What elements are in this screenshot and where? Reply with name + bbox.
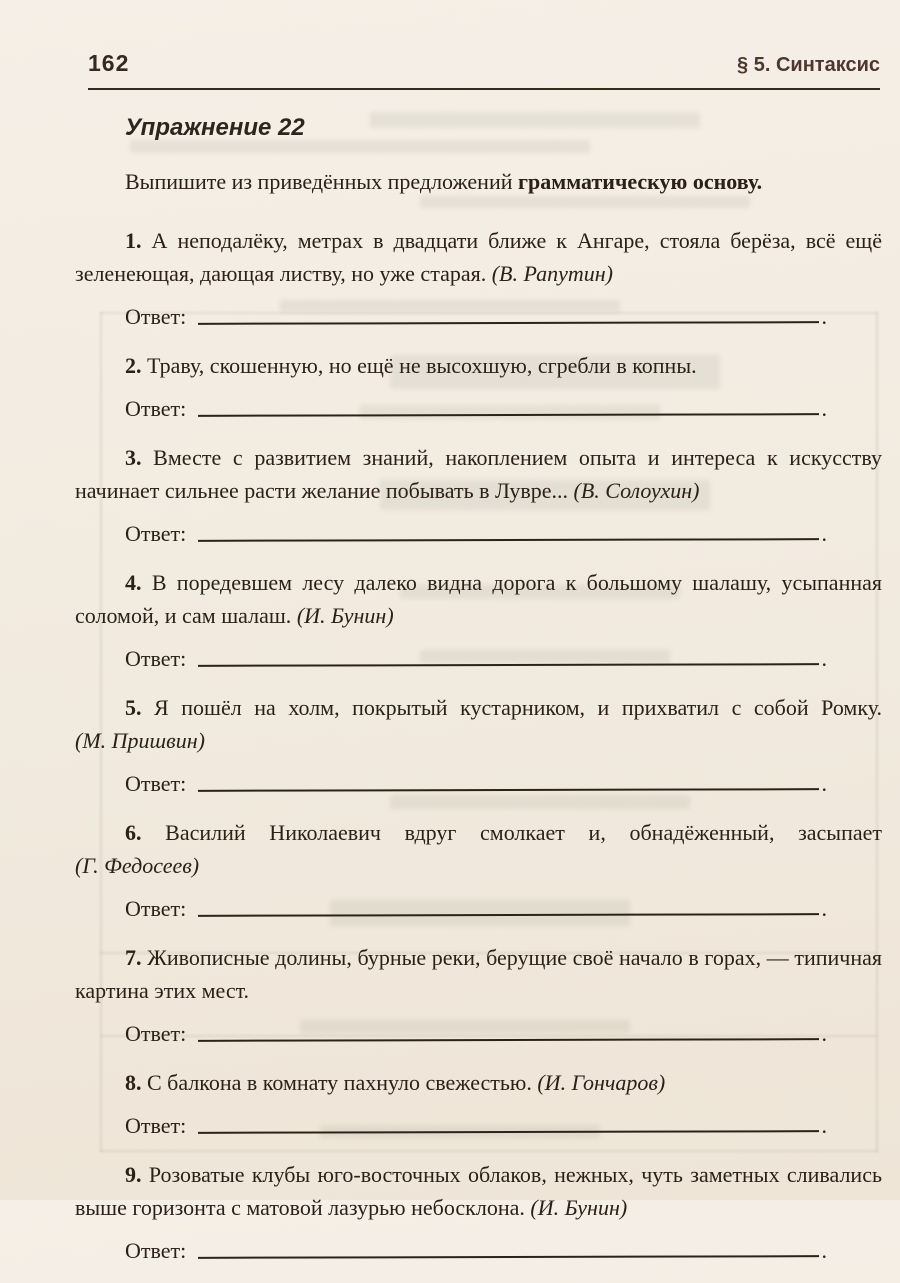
sentence	[75, 224, 882, 290]
answer-blank-line	[198, 1130, 819, 1134]
sentence	[75, 691, 882, 757]
answer-label: Ответ:	[125, 396, 187, 421]
exercise-instruction	[75, 166, 882, 198]
sentence-body: С балкона в комнату пахнуло свежестью.	[147, 1070, 532, 1095]
answer-period: .	[821, 1238, 827, 1263]
exercise-item-1	[75, 224, 882, 330]
answer-blank-line	[198, 413, 819, 417]
answer-label: Ответ:	[125, 1238, 187, 1263]
answer-label: Ответ:	[125, 646, 187, 671]
sentence	[75, 816, 882, 882]
sentence-author: (М. Пришвин)	[75, 728, 205, 753]
sentence-author: (В. Рапутин)	[491, 261, 613, 286]
section-header: § 5. Синтаксис	[737, 54, 880, 76]
sentence	[75, 1066, 882, 1099]
exercise-item-6	[75, 816, 882, 922]
sentence-number: 7.	[125, 945, 142, 970]
sentence	[75, 566, 882, 632]
answer-row	[125, 895, 827, 922]
book-page	[75, 0, 882, 1283]
answer-label: Ответ:	[125, 304, 187, 329]
sentence	[75, 1158, 882, 1224]
sentence-author: (И. Гончаров)	[537, 1070, 666, 1095]
answer-period: .	[821, 1021, 827, 1046]
sentence-body: А неподалёку, метрах в двадцати ближе к Ангаре, стояла берёза, всё ещё зеленеющая, дающая листву, но уже старая.	[75, 228, 882, 286]
exercise-item-9	[75, 1158, 882, 1264]
sentence-number: 8.	[125, 1070, 142, 1095]
exercise-item-8	[75, 1066, 882, 1139]
sentence-number: 5.	[125, 695, 142, 720]
answer-row	[125, 520, 827, 547]
sentence-author: (И. Бунин)	[530, 1195, 628, 1220]
answer-blank-line	[198, 663, 819, 667]
answer-blank-line	[198, 321, 819, 325]
instruction-regular: Выпишите из приведённых предложений	[125, 169, 518, 194]
answer-blank-line	[198, 1255, 819, 1259]
page-header	[88, 50, 880, 90]
answer-row	[125, 1020, 827, 1047]
answer-row	[125, 1237, 827, 1264]
answer-row	[125, 395, 827, 422]
sentence-body: Живописные долины, бурные реки, берущие своё начало в горах, — типичная картина этих мест.	[75, 945, 883, 1003]
sentence-body: В поредевшем лесу далеко видна дорога к большому шалашу, усыпанная соломой, и сам шалаш.	[75, 570, 882, 628]
exercise-item-5	[75, 691, 882, 797]
answer-row	[125, 303, 827, 330]
instruction-bold: грамматическую основу.	[518, 169, 763, 194]
answer-blank-line	[198, 538, 819, 542]
answer-row	[125, 645, 827, 672]
answer-period: .	[821, 521, 827, 546]
sentence-author: (И. Бунин)	[296, 603, 394, 628]
answer-period: .	[821, 304, 827, 329]
exercise-item-2	[75, 349, 882, 422]
answer-period: .	[821, 771, 827, 796]
answer-label: Ответ:	[125, 771, 187, 796]
sentence-body: Я пошёл на холм, покрытый кустарником, и прихватил с собой Ромку.	[154, 695, 883, 720]
answer-period: .	[821, 396, 827, 421]
sentence	[75, 441, 882, 507]
sentence-author: (В. Солоухин)	[573, 478, 700, 503]
exercise-item-4	[75, 566, 882, 672]
exercise-item-7	[75, 941, 882, 1047]
sentence-body: Вместе с развитием знаний, накоплением опыта и интереса к искусству начинает сильнее расти желание побывать в Лувре...	[75, 445, 883, 503]
answer-label: Ответ:	[125, 521, 187, 546]
answer-period: .	[821, 646, 827, 671]
answer-period: .	[821, 1113, 827, 1138]
page-number: 162	[88, 50, 130, 76]
sentence-body: Траву, скошенную, но ещё не высохшую, сгребли в копны.	[147, 353, 697, 378]
answer-blank-line	[198, 1038, 819, 1042]
sentence-number: 4.	[125, 570, 142, 595]
sentence	[75, 349, 882, 382]
answer-label: Ответ:	[125, 1021, 187, 1046]
sentence-number: 9.	[125, 1162, 142, 1187]
sentence-number: 3.	[125, 445, 142, 470]
sentence	[75, 941, 882, 1007]
answer-row	[125, 770, 827, 797]
exercise-item-3	[75, 441, 882, 547]
answer-blank-line	[198, 788, 819, 792]
answer-blank-line	[198, 913, 819, 917]
sentence-body: Василий Николаевич вдруг смолкает и, обнадёженный, засыпает	[165, 820, 883, 845]
answer-label: Ответ:	[125, 896, 187, 921]
sentence-number: 2.	[125, 353, 142, 378]
sentence-number: 1.	[125, 228, 142, 253]
exercise-items	[75, 224, 882, 1264]
answer-label: Ответ:	[125, 1113, 187, 1138]
answer-period: .	[821, 896, 827, 921]
exercise-title: Упражнение 22	[125, 114, 305, 141]
sentence-author: (Г. Федосеев)	[75, 853, 200, 878]
sentence-number: 6.	[125, 820, 142, 845]
answer-row	[125, 1112, 827, 1139]
sentence-body: Розоватые клубы юго-восточных облаков, нежных, чуть заметных сливались выше горизонта с матовой лазурью небосклона.	[75, 1162, 882, 1220]
